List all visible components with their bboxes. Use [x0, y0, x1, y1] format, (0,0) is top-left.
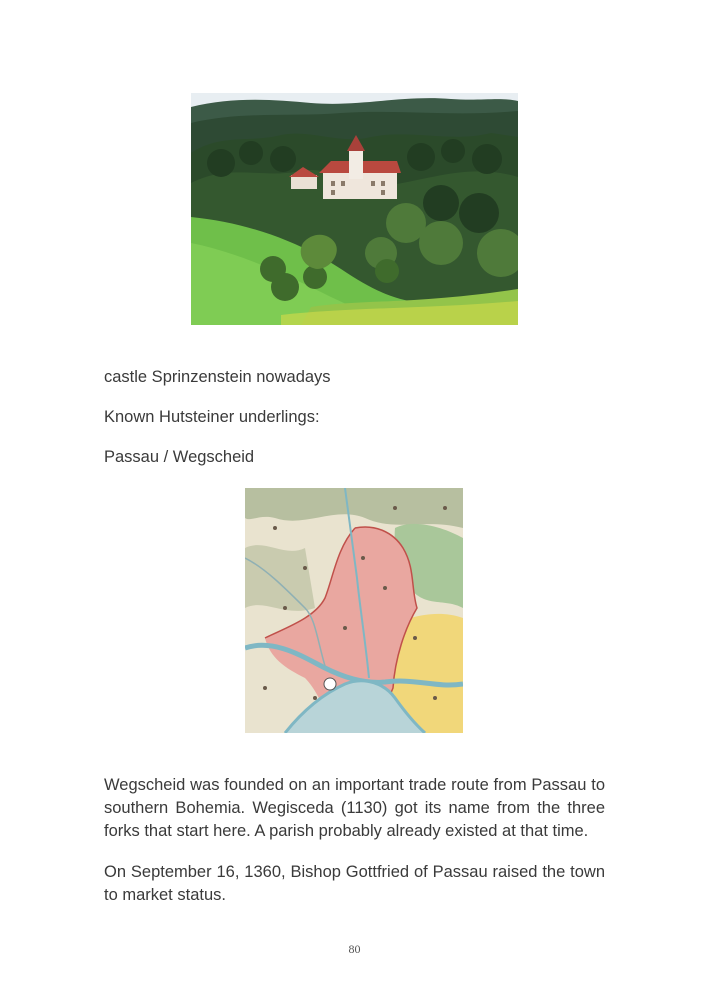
place-heading: Passau / Wegscheid [104, 448, 255, 466]
historic-map [245, 488, 463, 733]
historic-map-icon [245, 488, 463, 733]
paragraph-market-status: On September 16, 1360, Bishop Gottfried of Passau raised the town to market status. [104, 863, 605, 904]
castle-landscape-icon [191, 93, 518, 325]
underlings-heading: Known Hutsteiner underlings: [104, 408, 320, 426]
page-number: 80 [348, 942, 361, 956]
paragraph-wegscheid-founding: Wegscheid was founded on an important trade route from Passau to southern Bohemia. Wegisceda (1130) got its name from the three forks that start here. A parish probably already existed at that time. [104, 776, 605, 840]
photo-caption: castle Sprinzenstein nowadays [104, 368, 331, 386]
castle-photo [191, 93, 518, 325]
